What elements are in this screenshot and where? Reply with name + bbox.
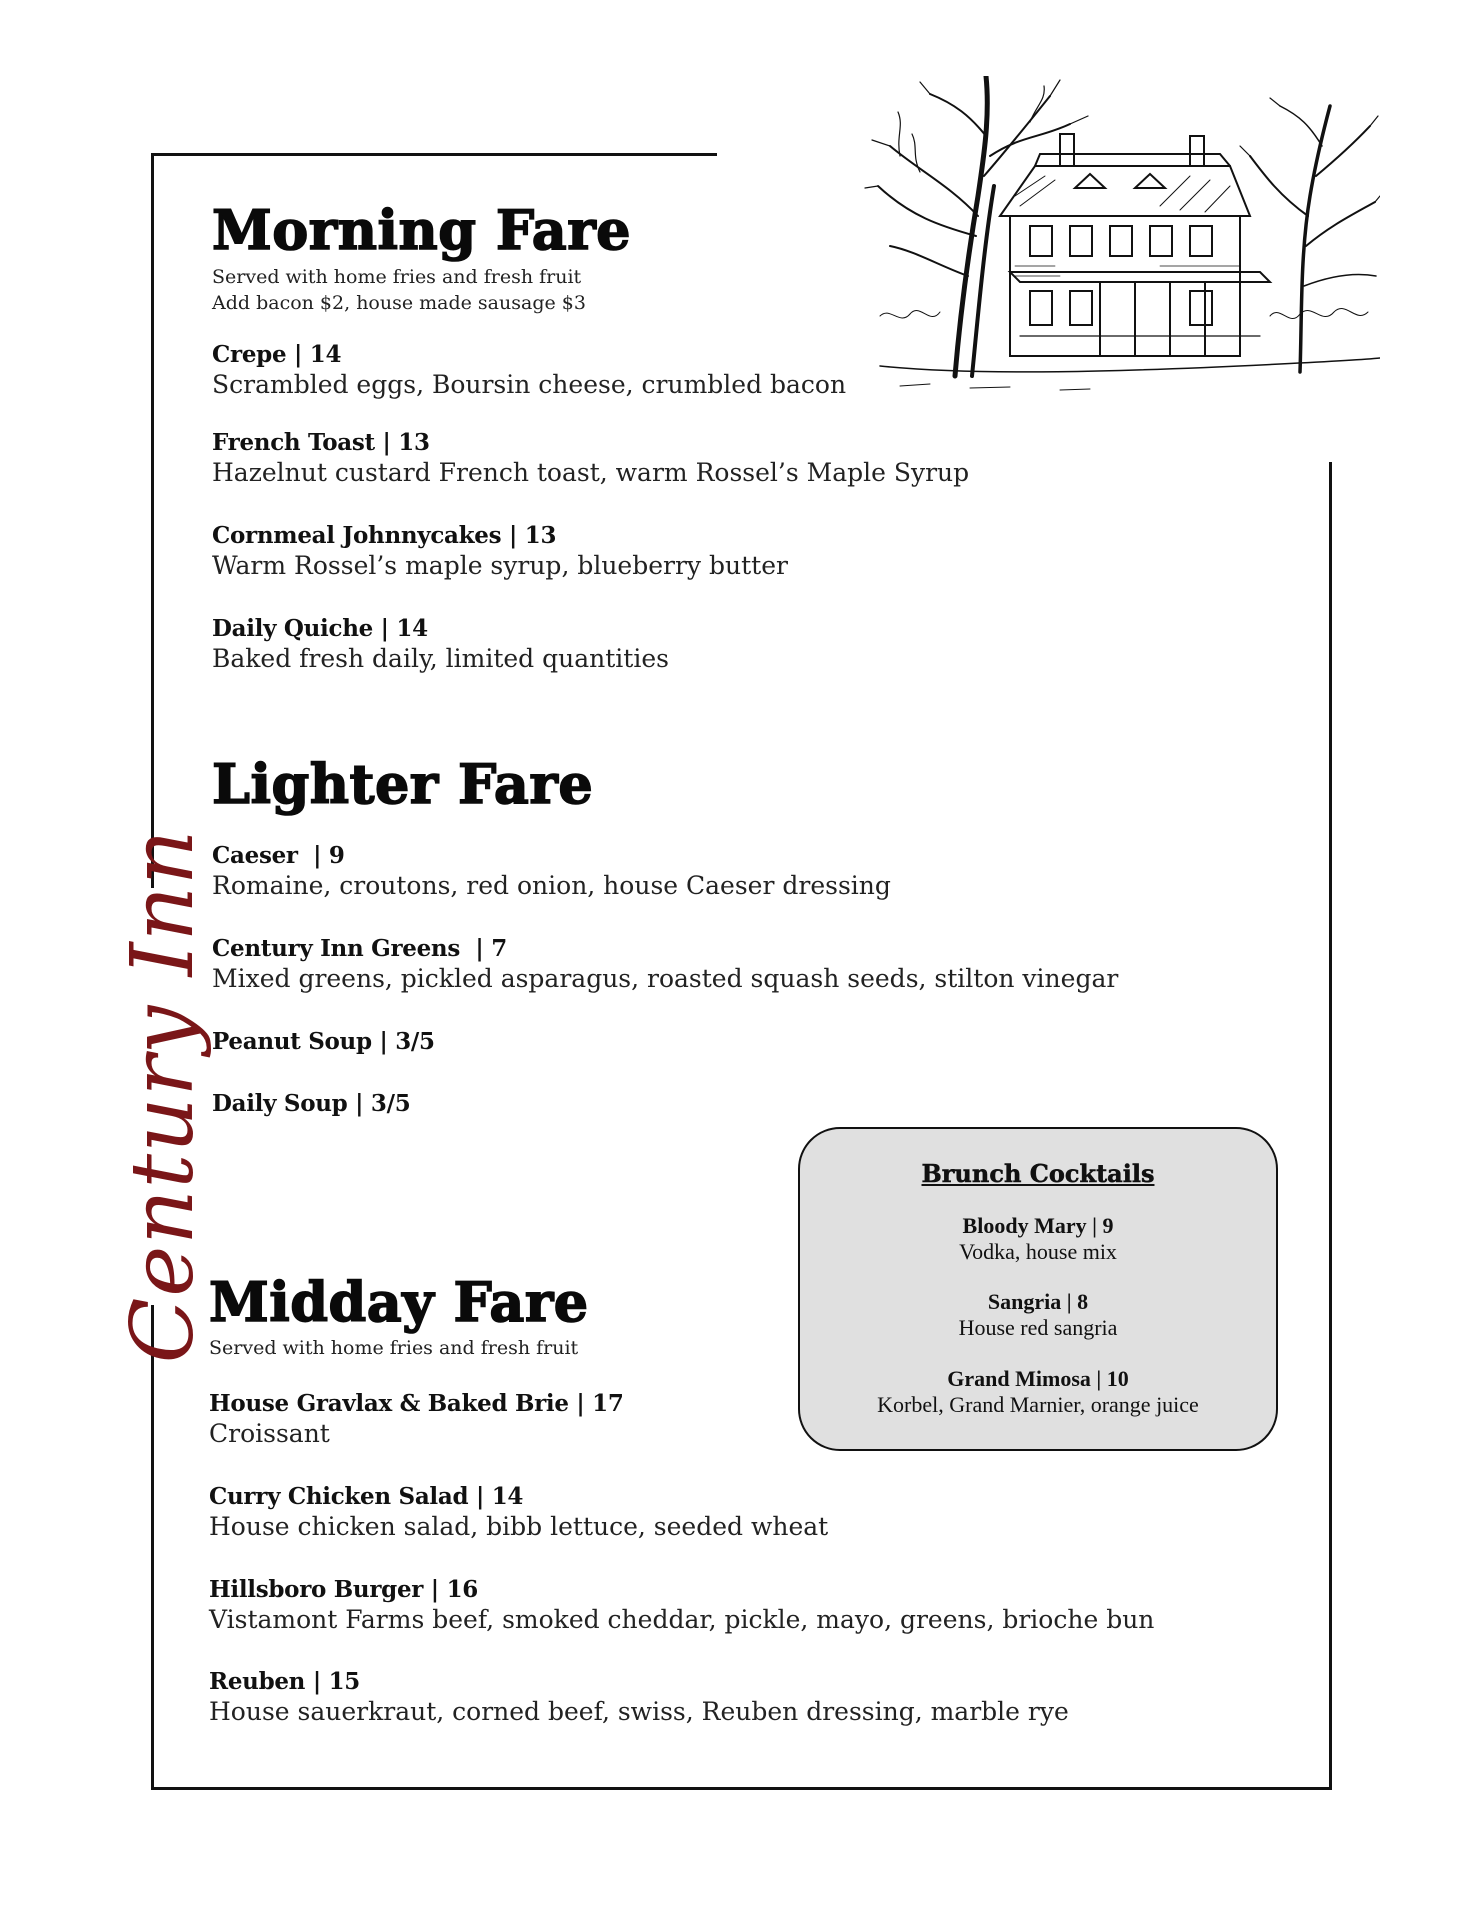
menu-item-name: Peanut Soup | 3/5: [212, 1028, 435, 1055]
cocktail-item: [800, 1289, 1276, 1341]
cocktail-desc: Korbel, Grand Marnier, orange juice: [877, 1392, 1199, 1417]
menu-item: [212, 521, 788, 581]
menu-item: [209, 1667, 1069, 1727]
menu-item: [212, 428, 969, 488]
inn-sketch-illustration: [860, 76, 1380, 402]
lighter-fare-title: Lighter Fare: [212, 752, 594, 816]
frame-left-line-lower: [151, 1305, 154, 1790]
menu-item-name: Century Inn Greens | 7: [212, 935, 507, 962]
menu-item-name: Daily Quiche | 14: [212, 615, 428, 642]
menu-item: [209, 1575, 1154, 1635]
frame-right-line: [1329, 462, 1332, 1790]
menu-item: [212, 614, 669, 674]
midday-fare-note: Served with home fries and fresh fruit: [209, 1337, 579, 1359]
menu-item: [212, 340, 846, 400]
brunch-cocktails-box: [798, 1127, 1278, 1451]
menu-item: [212, 1089, 410, 1119]
menu-item: [212, 934, 1118, 994]
brand-name: Century Inn: [113, 828, 213, 1364]
menu-item-desc: House chicken salad, bibb lettuce, seeded wheat: [209, 1512, 829, 1541]
menu-item-name: Crepe | 14: [212, 341, 342, 368]
menu-item-desc: Romaine, croutons, red onion, house Caeser dressing: [212, 871, 891, 900]
menu-item-name: French Toast | 13: [212, 429, 430, 456]
cocktail-item: [800, 1213, 1276, 1265]
cocktail-name: Bloody Mary | 9: [962, 1213, 1114, 1238]
brunch-cocktails-title: Brunch Cocktails: [921, 1159, 1155, 1188]
cocktail-item: [800, 1366, 1276, 1418]
morning-fare-note-2: Add bacon $2, house made sausage $3: [212, 292, 586, 314]
menu-item-name: Caeser | 9: [212, 842, 345, 869]
midday-fare-title: Midday Fare: [209, 1270, 589, 1334]
menu-item-desc: Vistamont Farms beef, smoked cheddar, pickle, mayo, greens, brioche bun: [209, 1605, 1155, 1634]
frame-top-line: [151, 153, 717, 156]
menu-item-desc: House sauerkraut, corned beef, swiss, Reuben dressing, marble rye: [209, 1697, 1069, 1726]
menu-item-name: House Gravlax & Baked Brie | 17: [209, 1390, 624, 1417]
menu-item: [212, 841, 891, 901]
menu-item: [212, 1027, 435, 1057]
morning-fare-note-1: Served with home fries and fresh fruit: [212, 266, 582, 288]
menu-item-desc: Warm Rossel’s maple syrup, blueberry butter: [212, 551, 788, 580]
menu-item-desc: Hazelnut custard French toast, warm Rossel’s Maple Syrup: [212, 458, 970, 487]
cocktail-desc: Vodka, house mix: [959, 1239, 1117, 1264]
menu-item-name: Daily Soup | 3/5: [212, 1090, 411, 1117]
menu-item-name: Curry Chicken Salad | 14: [209, 1483, 524, 1510]
menu-item-name: Cornmeal Johnnycakes | 13: [212, 522, 557, 549]
cocktail-name: Grand Mimosa | 10: [947, 1366, 1129, 1391]
menu-item-name: Reuben | 15: [209, 1668, 360, 1695]
cocktail-name: Sangria | 8: [987, 1289, 1089, 1314]
menu-item-desc: Baked fresh daily, limited quantities: [212, 644, 669, 673]
menu-item-name: Hillsboro Burger | 16: [209, 1576, 478, 1603]
frame-bottom-line: [151, 1787, 1332, 1790]
menu-item: [209, 1389, 624, 1449]
frame-left-line: [151, 153, 154, 888]
menu-item: [209, 1482, 828, 1542]
menu-item-desc: Croissant: [209, 1419, 330, 1448]
menu-item-desc: Mixed greens, pickled asparagus, roasted squash seeds, stilton vinegar: [212, 964, 1119, 993]
morning-fare-title: Morning Fare: [212, 198, 632, 262]
cocktail-desc: House red sangria: [958, 1315, 1118, 1340]
menu-item-desc: Scrambled eggs, Boursin cheese, crumbled bacon: [212, 370, 847, 399]
